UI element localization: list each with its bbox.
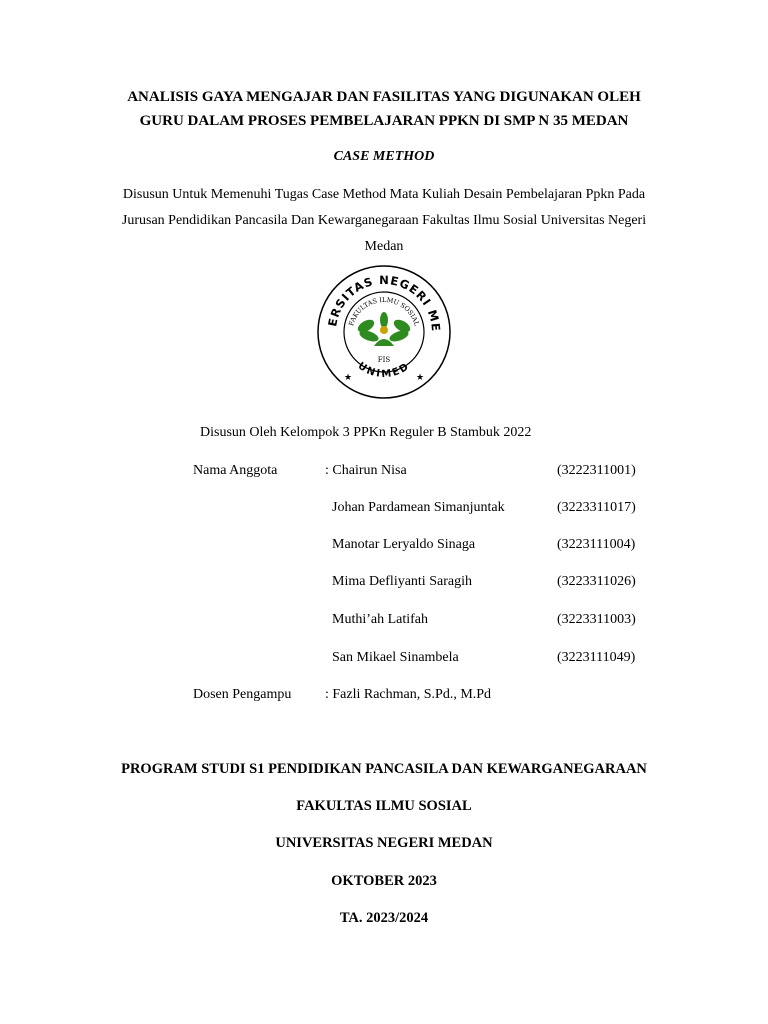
group-line: Disusun Oleh Kelompok 3 PPKn Reguler B Stambuk 2022 <box>200 425 532 440</box>
member-name: Johan Pardamean Simanjuntak <box>332 500 505 515</box>
logo-emblem <box>356 312 413 346</box>
logo-outer-text: ERSITAS NEGERI ME <box>325 272 444 333</box>
program-name: PROGRAM STUDI S1 PENDIDIKAN PANCASILA DAN KEWARGANEGARAAN <box>121 761 647 777</box>
university-name: UNIVERSITAS NEGERI MEDAN <box>275 835 493 851</box>
member-name: San Mikael Sinambela <box>332 650 459 665</box>
faculty-name: FAKULTAS ILMU SOSIAL <box>296 798 472 814</box>
member-row <box>325 462 407 480</box>
logo-bottom-text: UNIMED <box>355 360 413 381</box>
logo-center-label: FIS <box>377 356 391 364</box>
member-name: Chairun Nisa <box>332 463 407 478</box>
unimed-logo <box>314 262 454 402</box>
logo-star-left: ★ <box>344 372 353 382</box>
member-nim: (3223311017) <box>557 500 636 515</box>
academic-year: TA. 2023/2024 <box>339 910 429 926</box>
purpose-line-3: Medan <box>364 239 404 254</box>
lecturer-label: Dosen Pengampu <box>193 687 292 702</box>
member-nim: (3223311003) <box>557 612 636 627</box>
member-nim: (3223111004) <box>557 537 636 552</box>
title-line-2: GURU DALAM PROSES PEMBELAJARAN PPKN DI SMP N 35 MEDAN <box>139 113 629 129</box>
member-prefix: : <box>325 463 333 478</box>
subtitle: CASE METHOD <box>333 149 435 164</box>
lecturer-value: : Fazli Rachman, S.Pd., M.Pd <box>325 687 492 702</box>
members-label: Nama Anggota <box>193 463 278 478</box>
member-nim: (3223111049) <box>557 650 636 665</box>
member-name: Mima Defliyanti Saragih <box>332 574 472 589</box>
unimed-logo-svg <box>314 262 454 402</box>
date-line: OKTOBER 2023 <box>331 873 437 889</box>
logo-inner-text: FAKULTAS ILMU SOSIAL <box>347 295 421 327</box>
member-name: Manotar Leryaldo Sinaga <box>332 537 476 552</box>
member-nim: (3222311001) <box>557 463 636 478</box>
purpose-line-2: Jurusan Pendidikan Pancasila Dan Kewarganegaraan Fakultas Ilmu Sosial Universitas Negeri <box>121 213 647 228</box>
title-line-1: ANALISIS GAYA MENGAJAR DAN FASILITAS YANG DIGUNAKAN OLEH <box>127 89 641 105</box>
purpose-line-1: Disusun Untuk Memenuhi Tugas Case Method Mata Kuliah Desain Pembelajaran Ppkn Pada <box>122 187 646 202</box>
member-nim: (3223311026) <box>557 574 636 589</box>
member-name: Muthi’ah Latifah <box>332 612 429 627</box>
logo-star-right: ★ <box>416 372 425 382</box>
